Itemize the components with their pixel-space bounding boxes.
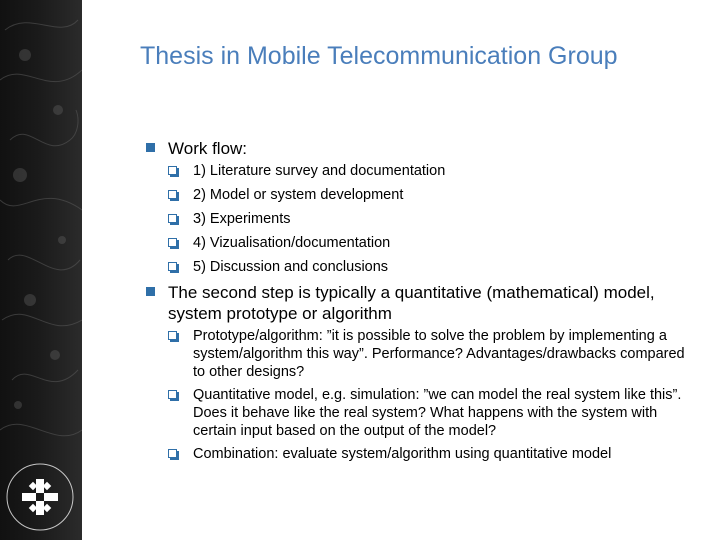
list-item xyxy=(168,445,686,463)
list-item-text: 5) Discussion and conclusions xyxy=(193,259,389,275)
list-item-text: Quantitative model, e.g. simulation: ”we can model the real system like this”. Does it behave like the real system? What happens with the system with certain input based on the output of the model? xyxy=(193,387,682,439)
list-item-text: 2) Model or system development xyxy=(193,187,404,203)
list-item-text: 3) Experiments xyxy=(193,211,291,227)
university-logo xyxy=(0,455,82,540)
list-item xyxy=(168,258,686,276)
list-item-text: 4) Vizualisation/documentation xyxy=(193,235,391,251)
list-item-text: Combination: evaluate system/algorithm using quantitative model xyxy=(193,446,612,462)
hollow-square-bullet-icon xyxy=(168,449,177,458)
hollow-square-bullet-icon xyxy=(168,331,177,340)
hollow-square-bullet-icon xyxy=(168,390,177,399)
hollow-square-bullet-icon xyxy=(168,262,177,271)
list-item xyxy=(168,386,686,440)
workflow-steps-list xyxy=(168,162,686,276)
bullet-workflow xyxy=(146,138,686,159)
logo-mark-icon xyxy=(0,455,82,540)
decorative-side-band xyxy=(0,0,82,540)
second-step-details-list xyxy=(168,327,686,463)
bullet-second-step xyxy=(146,282,686,324)
list-item xyxy=(168,162,686,180)
list-item xyxy=(168,327,686,381)
square-bullet-icon xyxy=(146,143,155,152)
list-item xyxy=(168,186,686,204)
hollow-square-bullet-icon xyxy=(168,238,177,247)
hollow-square-bullet-icon xyxy=(168,190,177,199)
hollow-square-bullet-icon xyxy=(168,214,177,223)
square-bullet-icon xyxy=(146,287,155,296)
bullet-text: The second step is typically a quantitative (mathematical) model, system prototype or algorithm xyxy=(168,283,655,323)
list-item xyxy=(168,234,686,252)
slide-title: Thesis in Mobile Telecommunication Group xyxy=(140,42,618,70)
list-item-text: Prototype/algorithm: ”it is possible to solve the problem by implementing a system/algorithm this way”. Performance? Advantages/drawbacks compared to other designs? xyxy=(193,328,685,380)
slide-body xyxy=(146,137,686,468)
list-item xyxy=(168,210,686,228)
bullet-text: Work flow: xyxy=(168,139,248,158)
hollow-square-bullet-icon xyxy=(168,166,177,175)
list-item-text: 1) Literature survey and documentation xyxy=(193,163,446,179)
